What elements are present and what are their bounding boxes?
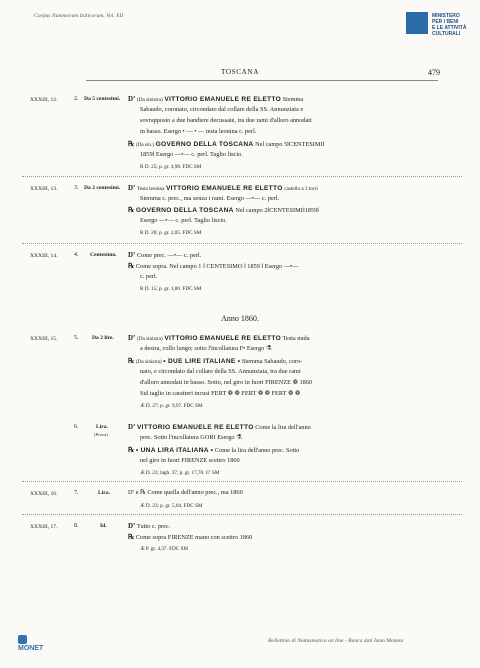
reverse-legend: GOVERNO DELLA TOSCANA xyxy=(155,141,254,148)
denomination: Da 2 centesimi. xyxy=(84,185,121,191)
metal-weight: R D. 25; p. gr. 4,98. FDC SM xyxy=(140,164,202,170)
obverse-line: D’ (Da sinistra) VITTORIO EMANUELE RE ELETTO Testa nuda xyxy=(128,334,310,342)
entry-number: 3. xyxy=(74,185,79,191)
footer-credit: Bollettino di Numismatica on line - Banca dati Ismo Moneta xyxy=(268,638,404,644)
reverse-legend: • UNA LIRA ITALIANA • xyxy=(135,447,214,454)
obverse-line: D’ Testa leonina VITTORIO EMANUELE RE ELETTO castello a 3 torri xyxy=(128,184,318,192)
page-number: 479 xyxy=(428,68,440,77)
obverse-line: D’ Tutto c. prec. xyxy=(128,522,171,530)
entry-number: 4. xyxy=(74,252,79,258)
entry-divider xyxy=(22,481,462,482)
header-rule xyxy=(86,80,438,81)
denomination: Id. xyxy=(100,523,107,529)
obverse-legend: VITTORIO EMANUELE RE ELETTO xyxy=(165,185,283,192)
metal-weight: R D. 15; p. gr. 1,00. FDC SM xyxy=(140,286,202,292)
obverse-line: D’ VITTORIO EMANUELE RE ELETTO Come la lira dell'anno xyxy=(128,423,311,431)
reverse-line: ℞ (Da sinistra) • DUE LIRE ITALIANE • Stemma Sabaudo, coro- xyxy=(128,357,303,365)
ministry-logo xyxy=(406,12,474,38)
entry-divider xyxy=(22,243,462,244)
metal-weight: Æ D. 23; lagh. 37; p. gr. 17,70. C¹ SM xyxy=(140,470,220,476)
reverse-line: ℞ Come sopra FIRENZE mano con scettro 1860 xyxy=(128,533,253,541)
obverse-legend: VITTORIO EMANUELE RE ELETTO xyxy=(164,96,282,103)
monet-logo-text: MONET xyxy=(18,645,44,652)
entry-number: 8. xyxy=(74,523,79,529)
ministry-logo-text: MINISTERO PER I BENI E LE ATTIVITÀ CULTURALI xyxy=(432,13,467,37)
series-title: Corpus Nummorum Italicorum, Vol. XII xyxy=(34,13,124,19)
entry-number: 5. xyxy=(74,335,79,341)
metal-weight: Æ P. gr. 4,37. FDC SM xyxy=(140,546,188,552)
obverse-line: D’ Come prec. —•— c. perl. xyxy=(128,251,202,259)
plate-reference: XXXIII, 13. xyxy=(30,186,58,192)
denomination: Lira. xyxy=(96,424,108,430)
denomination-note: (Prova). xyxy=(94,432,109,437)
reverse-legend: • DUE LIRE ITALIANE • xyxy=(163,358,241,365)
running-head: TOSCANA xyxy=(220,68,259,76)
denomination: Lira. xyxy=(98,490,110,496)
entry-divider xyxy=(22,514,462,515)
obverse-line: D’ e ℞ Come quella dell'anno prec., ma 1860 xyxy=(128,489,243,496)
metal-weight: Æ D. 27; p. gr. 9,97. FDC SM xyxy=(140,403,203,409)
reverse-legend: GOVERNO DELLA TOSCANA xyxy=(135,207,234,214)
reverse-line: ℞ (Da sin.) GOVERNO DELLA TOSCANA Nel campo 5‖CENTESIMI‖ xyxy=(128,140,325,148)
plate-reference: XXXIII, 17. xyxy=(30,524,58,530)
obverse-legend: VITTORIO EMANUELE RE ELETTO xyxy=(164,335,282,342)
denomination: Da 5 centesimi. xyxy=(84,96,121,102)
reverse-line: ℞ • UNA LIRA ITALIANA • Come la lira dell'anno prec. Sotto xyxy=(128,446,300,454)
metal-weight: R D. 20; p. gr. 2,05. FDC SM xyxy=(140,230,202,236)
reverse-line: ℞ GOVERNO DELLA TOSCANA Nel campo 2‖CENTESIMI‖1859‖ xyxy=(128,206,319,214)
plate-reference: XXXIII, 16. xyxy=(30,491,58,497)
denomination: Centesimo. xyxy=(90,252,117,258)
entry-divider xyxy=(22,176,462,177)
entry-number: 7. xyxy=(74,490,79,496)
denomination: Da 2 lire. xyxy=(92,335,114,341)
obverse-line: D’ (Da sinistra) VITTORIO EMANUELE RE ELETTO Stemma xyxy=(128,95,304,103)
year-heading: Anno 1860. xyxy=(221,314,259,323)
monet-emblem-icon xyxy=(18,635,27,644)
obverse-legend: VITTORIO EMANUELE RE ELETTO xyxy=(136,424,254,431)
plate-reference: XXXIII, 12. xyxy=(30,97,58,103)
reverse-mark: ℞ xyxy=(128,140,135,148)
entry-number: 6. xyxy=(74,424,79,430)
plate-reference: XXXIII, 15. xyxy=(30,336,58,342)
reverse-line: ℞ Come sopra. Nel campo 1 ‖ CENTESIMO ‖ 1859 ‖ Esergo —•— xyxy=(128,262,299,270)
ministry-emblem-icon xyxy=(406,12,428,34)
monet-logo xyxy=(18,635,52,653)
plate-reference: XXXIII, 14. xyxy=(30,253,58,259)
metal-weight: Æ D. 23; p. gr. 5,04. FDC SM xyxy=(140,503,203,509)
entry-number: 2. xyxy=(74,96,79,102)
obverse-mark: D’ xyxy=(128,95,136,103)
